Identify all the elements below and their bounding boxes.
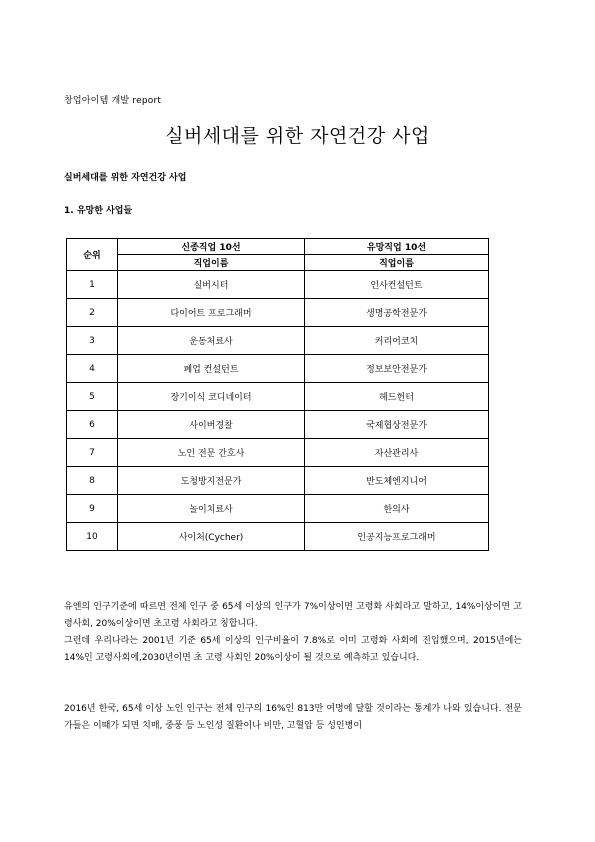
table-row [67,299,489,327]
table-row [67,439,489,467]
new-job-cell: 놀이치료사 [118,495,305,523]
new-job-cell: 운동처료사 [118,327,305,355]
promising-job-cell: 헤드헌터 [305,383,489,411]
rank-cell: 10 [67,523,118,551]
promising-job-cell: 반도체엔지니어 [305,467,489,495]
paragraph-korea-aging: 그런데 우리나라는 2001년 기준 65세 이상의 인구비율이 7.8%로 이미 고령화 사회에 진입했으며, 2015년에는 14%인 고령사회에,2030년이면 초 고령 사회인 20%이상이 될 것으로 예측하고 있습니다. [64,636,522,663]
new-job-cell: 도청방지전문가 [118,467,305,495]
rank-cell: 5 [67,383,118,411]
jobs-table [66,238,489,551]
body-text [64,599,522,735]
promising-job-cell: 자산관리사 [305,439,489,467]
document-title: 실버세대를 위한 자연건강 사업 [165,125,430,147]
rank-cell: 9 [67,495,118,523]
rank-cell: 8 [67,467,118,495]
new-job-cell: 실버시터 [118,271,305,299]
new-job-cell: 폐업 컨설턴트 [118,355,305,383]
promising-job-cell: 인공지능프로그래머 [305,523,489,551]
rank-header: 순위 [67,239,118,271]
table-row [67,495,489,523]
new-job-cell: 노인 전문 간호사 [118,439,305,467]
rank-cell: 3 [67,327,118,355]
section-heading: 1. 유망한 사업들 [64,206,133,216]
table-row [67,355,489,383]
new-job-cell: 다이어트 프로그래머 [118,299,305,327]
table-row [67,271,489,299]
new-job-cell: 사이버경찰 [118,411,305,439]
rank-cell: 1 [67,271,118,299]
new-jobs-subheader: 직업이름 [118,255,305,271]
paragraph-spacer [64,667,522,701]
table-row [67,467,489,495]
paragraph-aging-definition: 유엔의 인구기준에 따르면 전체 인구 중 65세 이상의 인구가 7%이상이면 고령화 사회라고 말하고, 14%이상이면 고령사회, 20%이상이면 초고령 사회라고 칭합니다. [64,602,522,629]
table-row [67,411,489,439]
paragraph-2016-statistics: 2016년 한국, 65세 이상 노인 인구는 전체 인구의 16%인 813만 여명에 달할 것이라는 통계가 나와 있습니다. 전문가들은 이때가 되면 치매, 중풍 등 노인성 질환이나 비만, 고혈압 등 성인병이 [64,704,522,731]
rank-cell: 2 [67,299,118,327]
document-subtitle: 실버세대를 위한 자연건강 사업 [64,173,187,183]
promising-job-cell: 인사컨설턴트 [305,271,489,299]
table-row [67,523,489,551]
promising-job-cell: 커리어코치 [305,327,489,355]
table-row [67,327,489,355]
rank-cell: 4 [67,355,118,383]
page-header: 창업아이템 개발 report [64,96,162,106]
promising-job-cell: 국제협상전문가 [305,411,489,439]
new-jobs-header: 신종직업 10선 [118,239,305,255]
promising-jobs-header: 유망직업 10선 [305,239,489,255]
rank-cell: 6 [67,411,118,439]
promising-jobs-subheader: 직업이름 [305,255,489,271]
promising-job-cell: 생명공학전문가 [305,299,489,327]
rank-cell: 7 [67,439,118,467]
new-job-cell: 장기이식 코디네이터 [118,383,305,411]
promising-job-cell: 한의사 [305,495,489,523]
new-job-cell: 사이처(Cycher) [118,523,305,551]
table-row [67,383,489,411]
promising-job-cell: 정보보안전문가 [305,355,489,383]
